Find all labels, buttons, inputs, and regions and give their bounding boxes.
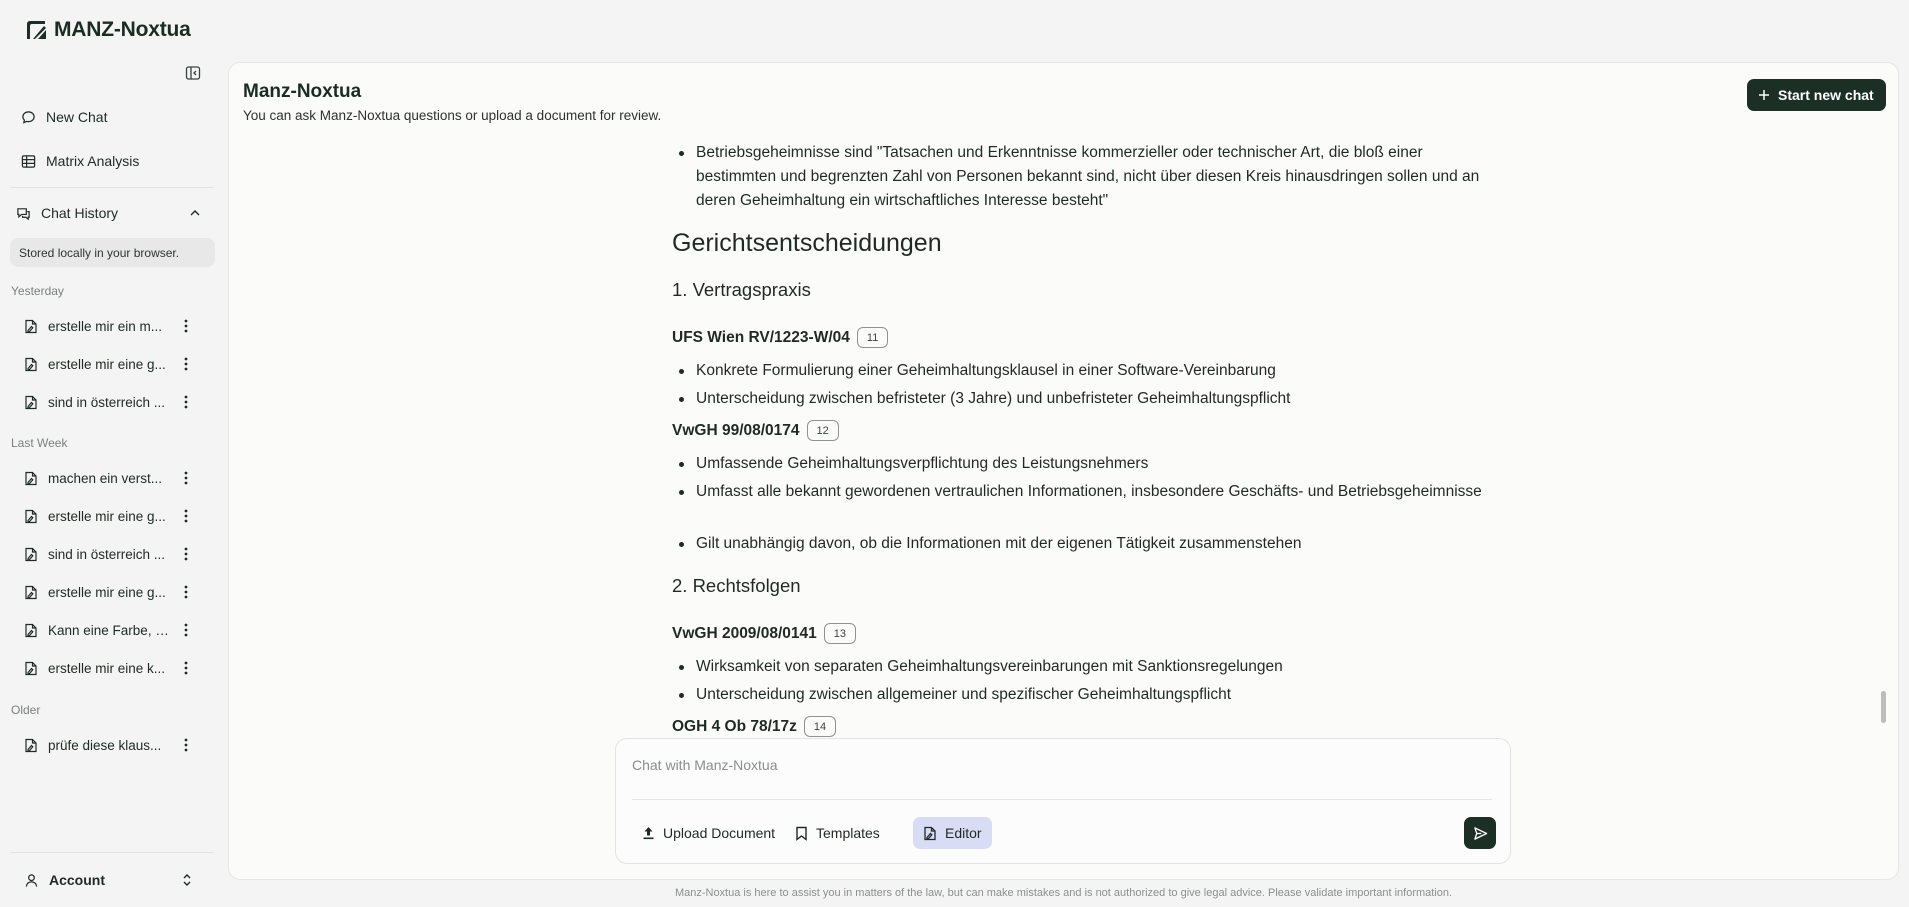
citation-badge[interactable]: 12 <box>807 420 839 441</box>
history-item-title: prüfe diese klaus... <box>48 737 162 753</box>
stored-locally-note: Stored locally in your browser. <box>10 238 215 267</box>
history-section-label: Older <box>11 703 41 717</box>
case-name: OGH 4 Ob 78/17z <box>672 717 797 735</box>
chevron-up-icon <box>188 206 202 220</box>
subsection-heading: 2. Rechtsfolgen <box>672 575 801 596</box>
more-options-icon[interactable] <box>178 470 194 486</box>
more-options-icon[interactable] <box>178 737 194 753</box>
table-grid-icon <box>20 153 36 169</box>
history-item-title: erstelle mir eine g... <box>48 356 166 372</box>
account-label: Account <box>49 872 105 888</box>
content-scrollbar[interactable] <box>1881 691 1886 723</box>
history-item[interactable] <box>14 310 212 342</box>
history-section-label: Last Week <box>11 436 68 450</box>
document-edit-icon <box>23 622 39 638</box>
templates-label: Templates <box>816 825 880 841</box>
chat-history-label: Chat History <box>41 205 119 221</box>
manz-logo-icon <box>24 18 48 42</box>
matrix-analysis-label: Matrix Analysis <box>46 153 140 169</box>
templates-button[interactable] <box>785 817 890 849</box>
collapse-sidebar-button[interactable] <box>184 64 202 82</box>
page-subtitle: You can ask Manz-Noxtua questions or upload a document for review. <box>243 108 662 123</box>
case-name: VwGH 99/08/0174 <box>672 421 800 439</box>
history-item[interactable] <box>14 652 212 684</box>
more-options-icon[interactable] <box>178 508 194 524</box>
document-edit-icon <box>23 660 39 676</box>
list-item: Unterscheidung zwischen befristeter (3 Jahre) und unbefristeter Geheimhaltungspflicht <box>696 387 1496 411</box>
chat-history-toggle[interactable] <box>12 198 212 228</box>
history-section-label: Yesterday <box>11 284 64 298</box>
case-name: UFS Wien RV/1223-W/04 <box>672 328 850 346</box>
chevron-up-down-icon <box>180 872 194 888</box>
case-reference <box>672 623 856 644</box>
sidebar-divider <box>10 187 214 188</box>
upload-icon <box>642 826 655 840</box>
new-chat-button[interactable] <box>12 101 212 133</box>
list-item: Gilt unabhängig davon, ob die Informationen mit der eigenen Tätigkeit zusammenstehen <box>696 532 1496 556</box>
subsection-heading: 1. Vertragspraxis <box>672 279 811 300</box>
start-new-chat-label: Start new chat <box>1778 87 1874 103</box>
document-edit-icon <box>923 826 937 841</box>
history-item-title: machen ein verst... <box>48 470 163 486</box>
case-reference <box>672 327 888 348</box>
history-item[interactable] <box>14 729 212 761</box>
history-item-title: erstelle mir eine k... <box>48 660 166 676</box>
history-item-title: erstelle mir ein m... <box>48 318 163 334</box>
history-item[interactable] <box>14 462 212 494</box>
matrix-analysis-button[interactable] <box>12 145 212 177</box>
plus-icon <box>1758 89 1770 101</box>
chat-response-content <box>672 141 1532 801</box>
chat-input[interactable] <box>632 753 1492 777</box>
more-options-icon[interactable] <box>178 394 194 410</box>
more-options-icon[interactable] <box>178 356 194 372</box>
history-item[interactable] <box>14 576 212 608</box>
document-edit-icon <box>23 356 39 372</box>
history-item[interactable] <box>14 386 212 418</box>
list-item: Konkrete Formulierung einer Geheimhaltungsklausel in einer Software-Vereinbarung <box>696 359 1496 383</box>
more-options-icon[interactable] <box>178 660 194 676</box>
send-icon <box>1473 826 1488 841</box>
more-options-icon[interactable] <box>178 584 194 600</box>
case-name: VwGH 2009/08/0141 <box>672 624 817 642</box>
upload-document-label: Upload Document <box>663 825 776 841</box>
new-chat-label: New Chat <box>46 109 108 125</box>
composer-divider <box>632 799 1492 800</box>
sidebar-bottom-divider <box>10 852 214 853</box>
list-item: Umfassende Geheimhaltungsverpflichtung des Leistungsnehmers <box>696 452 1496 476</box>
history-item-title: erstelle mir eine g... <box>48 508 166 524</box>
document-edit-icon <box>23 318 39 334</box>
document-edit-icon <box>23 470 39 486</box>
history-item-title: Kann eine Farbe, z... <box>48 622 173 638</box>
brand-name: MANZ-Noxtua <box>54 18 191 41</box>
chat-history-icon <box>16 205 32 221</box>
citation-badge[interactable]: 13 <box>824 623 856 644</box>
list-item: Unterscheidung zwischen allgemeiner und spezifischer Geheimhaltungspflicht <box>696 683 1496 707</box>
list-item: Umfasst alle bekannt gewordenen vertraulichen Informationen, insbesondere Geschäfts- und Betriebsgeheimnisse <box>696 480 1496 504</box>
section-heading: Gerichtsentscheidungen <box>672 229 942 257</box>
citation-badge[interactable]: 11 <box>857 327 888 348</box>
list-item: Wirksamkeit von separaten Geheimhaltungsvereinbarungen mit Sanktionsregelungen <box>696 655 1496 679</box>
document-edit-icon <box>23 584 39 600</box>
more-options-icon[interactable] <box>178 318 194 334</box>
upload-document-button[interactable] <box>632 817 785 849</box>
history-item[interactable] <box>14 538 212 570</box>
document-edit-icon <box>23 546 39 562</box>
sidebar-collapse-icon <box>185 65 201 81</box>
editor-button[interactable] <box>913 817 992 849</box>
more-options-icon[interactable] <box>178 622 194 638</box>
citation-badge[interactable]: 14 <box>804 716 836 737</box>
list-item: Betriebsgeheimnisse sind "Tatsachen und Erkenntnisse kommerzieller oder technischer Art, die bloß einer bestimmten und begrenzten Zahl von Personen bekannt sind, nicht über diesen Kreis hinausdringen sollen und an deren Geheimhaltung ein wirtschaftliches Interesse besteht" <box>696 141 1496 213</box>
editor-label: Editor <box>945 825 982 841</box>
document-edit-icon <box>23 394 39 410</box>
history-item[interactable] <box>14 614 212 646</box>
chat-composer <box>615 738 1511 864</box>
case-reference <box>672 420 839 441</box>
page-title: Manz-Noxtua <box>243 81 362 102</box>
history-item-title: erstelle mir eine g... <box>48 584 166 600</box>
history-item[interactable] <box>14 500 212 532</box>
document-edit-icon <box>23 737 39 753</box>
more-options-icon[interactable] <box>178 546 194 562</box>
brand[interactable] <box>24 18 191 42</box>
document-edit-icon <box>23 508 39 524</box>
send-button[interactable] <box>1464 817 1496 849</box>
case-reference <box>672 716 836 737</box>
history-item-title: sind in österreich ... <box>48 546 166 562</box>
history-item-title: sind in österreich ... <box>48 394 166 410</box>
bookmark-icon <box>795 826 808 841</box>
start-new-chat-button[interactable] <box>1747 79 1886 111</box>
chat-bubble-icon <box>20 109 36 125</box>
history-item[interactable] <box>14 348 212 380</box>
legal-disclaimer: Manz-Noxtua is here to assist you in matters of the law, but can make mistakes and is not authorized to give legal advice. Please validate important information. <box>674 887 1453 899</box>
user-icon <box>24 873 39 888</box>
sidebar <box>0 0 226 907</box>
